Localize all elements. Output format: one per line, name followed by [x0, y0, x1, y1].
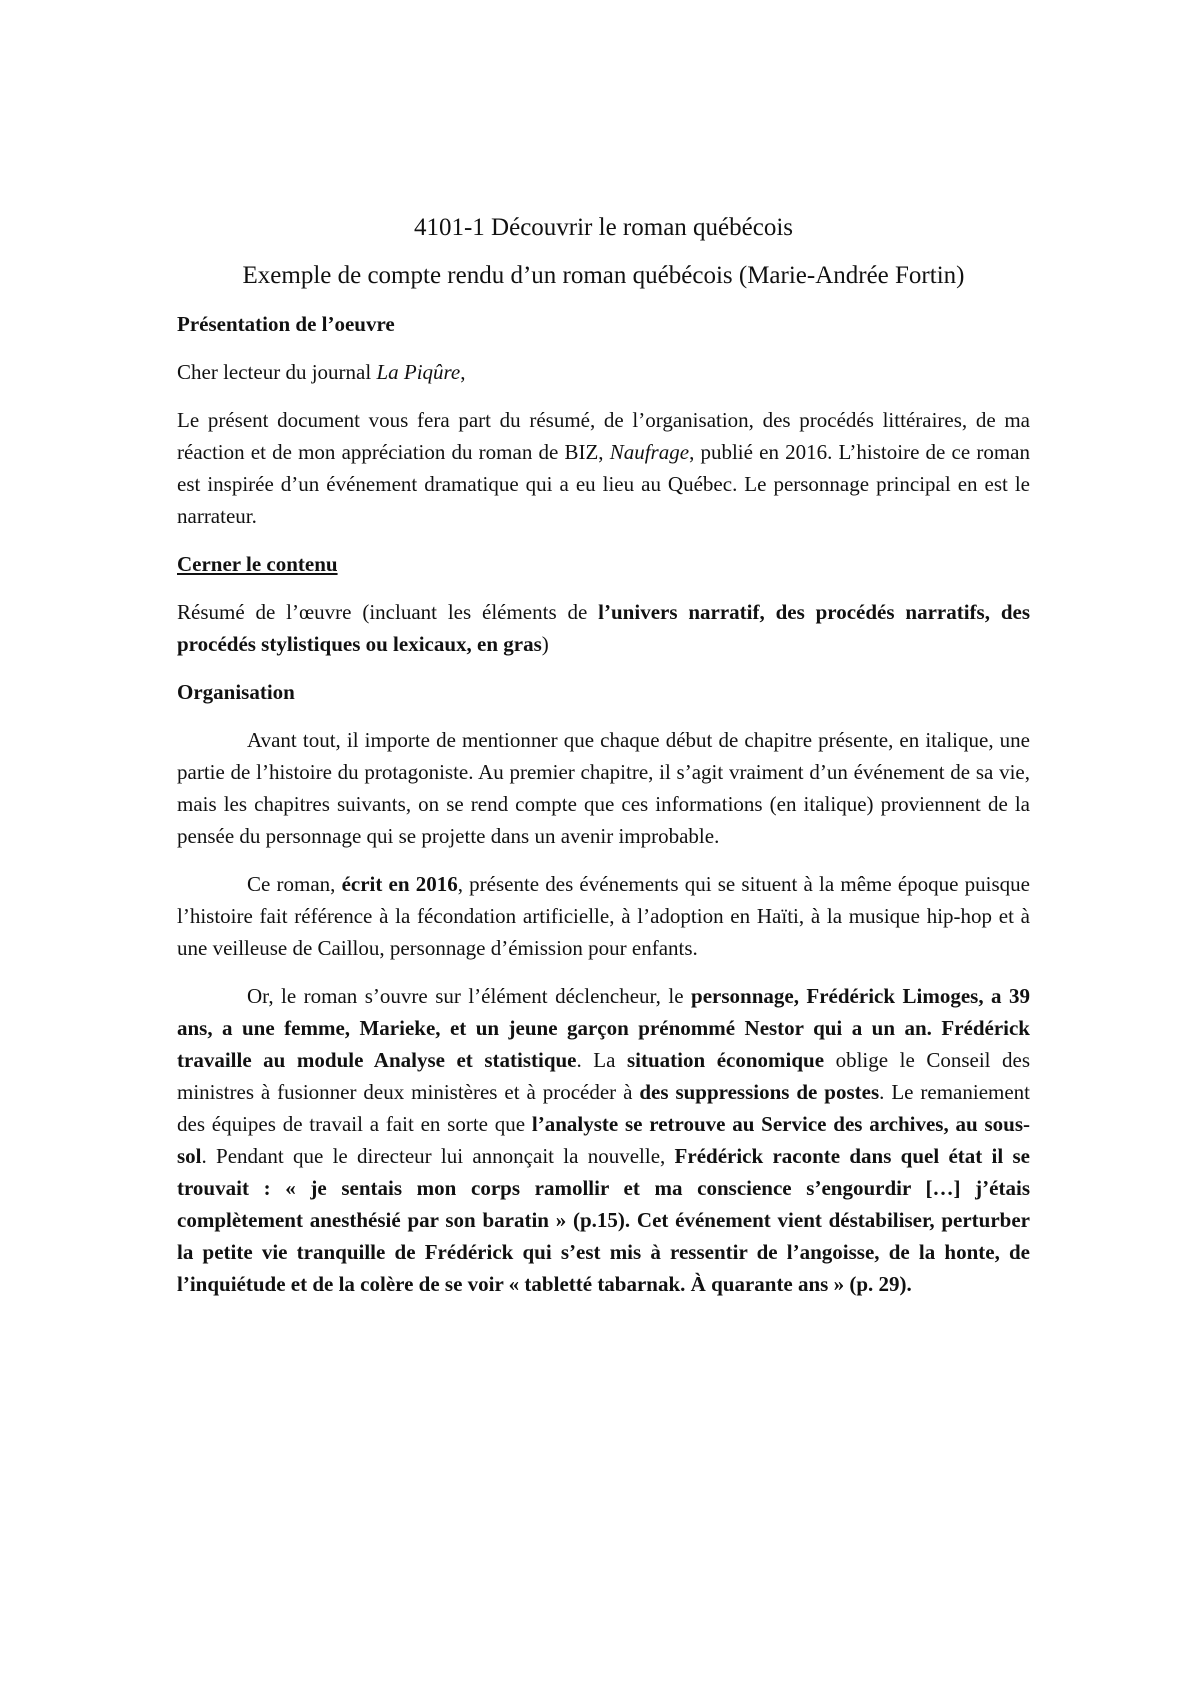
or-bold-1: personnage, Frédérick Limoges, a 39 ans, a une femme, Marieke, et un jeune garçon prénommé Nestor qui a un an. Frédérick travaille au module Analyse et statistique [177, 984, 1030, 1072]
or-text-1: Or, le roman s’ouvre sur l’élément déclencheur, le [247, 984, 692, 1008]
or-text-5: . Pendant que le directeur lui annonçait la nouvelle, [201, 1144, 675, 1168]
greeting-prefix: Cher lecteur du journal [177, 360, 377, 384]
novel-title: Naufrage [609, 440, 690, 464]
or-bold-2: situation économique [627, 1048, 825, 1072]
resume-paragraph [177, 596, 1030, 660]
greeting [177, 356, 1030, 388]
intro-part1: Le présent document vous fera part du résumé, de l’organisation, des procédés littéraires, de ma réaction et de mon appréciation du roman de BIZ, [177, 408, 1030, 464]
paragraph-ce-roman [177, 868, 1030, 964]
journal-name: La Piqûre [376, 360, 461, 384]
resume-part2: ) [541, 632, 549, 656]
document-title: 4101-1 Découvrir le roman québécois [413, 214, 794, 241]
roman-part2: , présente des événements qui se situent à la même époque puisque l’histoire fait référence à la fécondation artificielle, à l’adoption en Haïti, à la musique hip-hop et à une veilleuse de Caillou, personnage d’émission pour enfants. [177, 872, 1030, 960]
resume-part1: Résumé de l’œuvre (incluant les éléments de [177, 600, 599, 624]
or-bold-5: Frédérick raconte dans quel état il se trouvait : « je sentais mon corps ramollir et ma conscience s’engourdir […] j’étais complètement anesthésié par son baratin » (p.15). Cet événement vient déstabiliser, perturber la petite vie tranquille de Frédérick qui s’est mis à ressentir de l’angoisse, de la honte, de l’inquiétude et de la colère de se voir « tabletté tabarnak. À quarante ans » (p. 29). [177, 1144, 1030, 1296]
or-text-2: . La [576, 1048, 627, 1072]
roman-bold: écrit en 2016 [341, 872, 458, 896]
paragraph-avant-tout: Avant tout, il importe de mentionner que chaque début de chapitre présente, en italique, une partie de l’histoire du protagoniste. Au premier chapitre, il s’agit vraiment d’un événement de sa vie, mais les chapitres suivants, on se rend compte que ces informations (en italique) proviennent de la pensée du personnage qui se projette dans un avenir improbable. [177, 728, 1030, 848]
greeting-suffix: , [460, 360, 466, 384]
document-subtitle: Exemple de compte rendu d’un roman québécois (Marie-Andrée Fortin) [242, 262, 965, 289]
or-text-3: oblige le Conseil des ministres à fusionner deux ministères et à procéder à [177, 1048, 1031, 1104]
heading-organisation: Organisation [177, 680, 295, 704]
or-bold-3: des suppressions de postes [639, 1080, 880, 1104]
intro-paragraph [177, 404, 1030, 532]
document-page [177, 212, 1030, 1316]
roman-part1: Ce roman, [247, 872, 342, 896]
heading-contenu: Cerner le contenu [177, 552, 338, 576]
intro-part2: , publié en 2016. L’histoire de ce roman est inspirée d’un événement dramatique qui a eu lieu au Québec. Le personnage principal en est le narrateur. [177, 440, 1030, 528]
or-bold-4: l’analyste se retrouve au Service des archives, au sous-sol [177, 1112, 1030, 1168]
heading-presentation: Présentation de l’oeuvre [177, 312, 395, 336]
resume-bold: l’univers narratif, des procédés narratifs, des procédés stylistiques ou lexicaux, en gras [177, 600, 1030, 656]
or-text-4: . Le remaniement des équipes de travail a fait en sorte que [177, 1080, 1031, 1136]
paragraph-or [177, 980, 1030, 1300]
